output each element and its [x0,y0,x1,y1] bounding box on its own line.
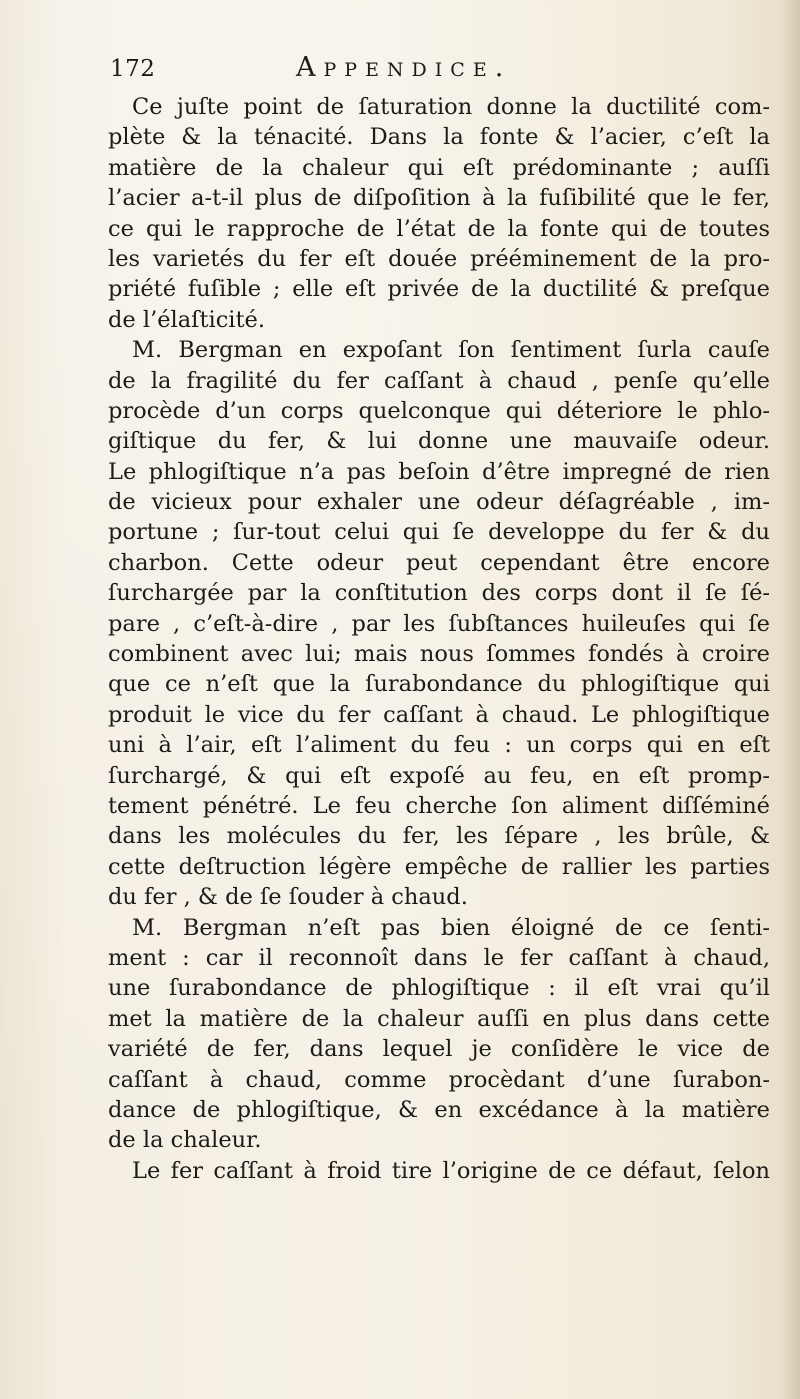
text-line: dance de phlogiſtique, & en excédance à la matière [108,1096,770,1123]
text-line: plète & la ténacité. Dans la fonte & l’acier, c’eſt la [108,124,770,151]
text-line: variété de fer, dans lequel je conſidère le vice de [108,1036,770,1063]
text-line: combinent avec lui; mais nous ſommes fondés à croire [108,641,770,668]
text-line: de vicieux pour exhaler une odeur déſagréable , im- [108,489,770,516]
text-line: une ſurabondance de phlogiſtique : il eſt vrai qu’il [108,975,770,1002]
text-line: du fer , & de ſe ſouder à chaud. [108,884,468,911]
page-edge-shadow [782,0,800,1399]
text-line: de la chaleur. [108,1127,262,1154]
text-line: priété fuſible ; elle eſt privée de la ductilité & preſque [108,276,770,303]
text-line: que ce n’eſt que la ſurabondance du phlogiſtique qui [108,671,770,698]
text-line: les varietés du fer eſt douée prééminement de la pro- [108,245,770,272]
text-line: de la fragilité du fer caſſant à chaud , penſe qu’elle [108,367,770,394]
text-line: matière de la chaleur qui eſt prédominante ; auſſi [108,154,770,181]
text-line: ment : car il reconnoît dans le fer caſſant à chaud, [108,944,770,971]
text-line: charbon. Cette odeur peut cependant être encore [108,549,770,576]
text-line: M. Bergman en expoſant ſon ſentiment ſurla cauſe [132,337,770,364]
text-line: met la matière de la chaleur auſſi en plus dans cette [108,1005,770,1032]
body-text [108,92,770,1186]
text-line: pare , c’eſt-à-dire , par les ſubſtances huileuſes qui ſe [108,610,770,637]
page-header [108,52,748,88]
text-line: ſurchargée par la conſtitution des corps dont il ſe ſé- [108,580,770,607]
text-line: giſtique du fer, & lui donne une mauvaiſe odeur. [108,428,770,455]
text-line: cette deſtruction légère empêche de rallier les parties [108,853,770,880]
text-line: dans les molécules du fer, les ſépare , les brûle, & [108,823,770,850]
text-line: procède d’un corps quelconque qui déteriore le phlo- [108,397,770,424]
text-line: Ce juſte point de ſaturation donne la ductilité com- [132,94,770,120]
text-line: Le fer caſſant à froid tire l’origine de ce défaut, ſelon [132,1157,770,1184]
text-line: caſſant à chaud, comme procèdant d’une ſurabon- [108,1066,770,1093]
text-line: tement pénétré. Le feu cherche ſon aliment diſſéminé [108,792,770,819]
text-line: produit le vice du fer caſſant à chaud. Le phlogiſtique [108,701,770,728]
text-line: ce qui le rapproche de l’état de la fonte qui de toutes [108,215,770,242]
page-number: 172 [110,56,156,82]
text-line: uni à l’air, eſt l’aliment du feu : un corps qui en eſt [108,732,770,759]
text-line: M. Bergman n’eſt pas bien éloigné de ce ſenti- [132,914,770,941]
running-head: Appendice. [296,52,512,83]
text-line: ſurchargé, & qui eſt expoſé au feu, en eſt promp- [108,762,770,789]
text-line: Le phlogiſtique n’a pas beſoin d’être impregné de rien [108,458,770,485]
text-line: l’acier a-t-il plus de diſpoſition à la fuſibilité que le fer, [108,185,770,212]
text-line: de l’élaſticité. [108,306,266,333]
text-line: portune ; ſur-tout celui qui ſe developpe du fer & du [108,519,770,546]
